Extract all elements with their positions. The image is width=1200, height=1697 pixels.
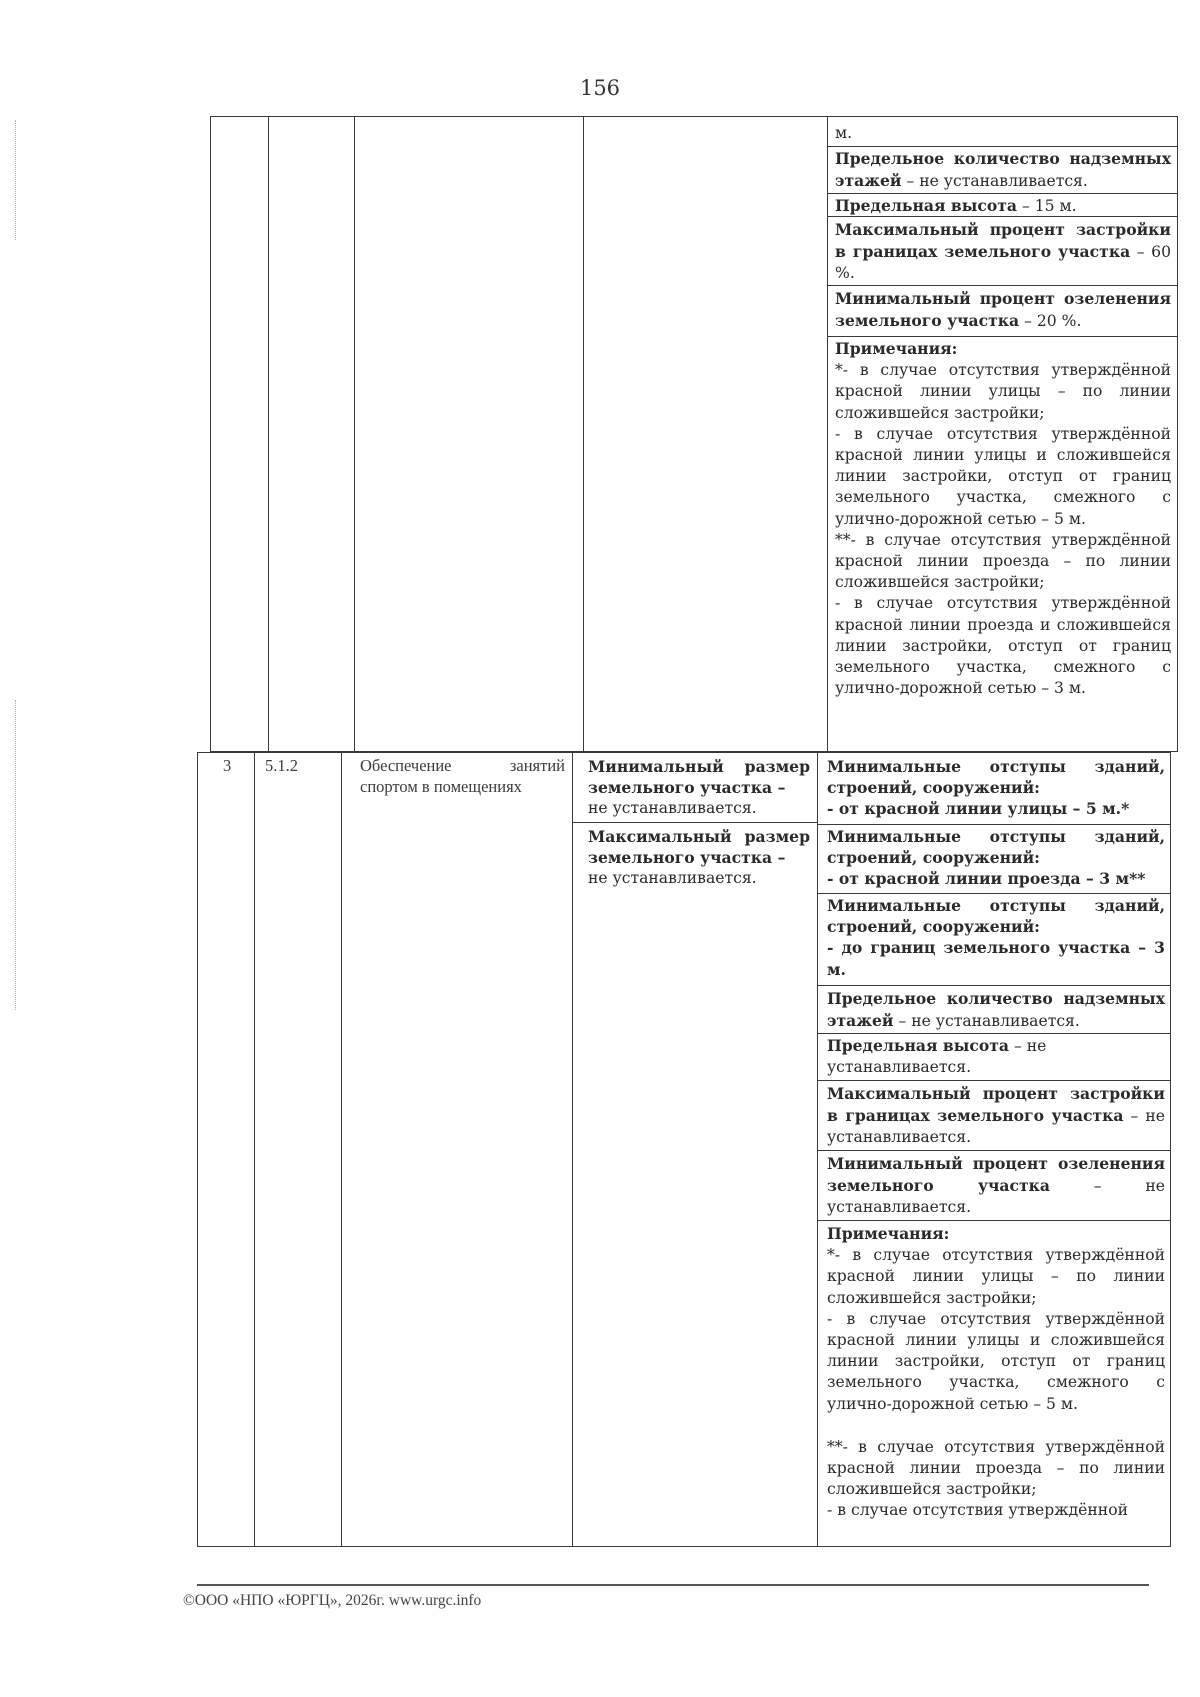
indent-street-cell: Минимальные отступы зданий, строений, сооружений: - от красной линии улицы – 5 м.* [827, 757, 1165, 819]
continued-text-tail: м. [835, 124, 853, 142]
green-cell: Минимальный процент озеленения земельного участка – не устанавливается. [827, 1154, 1165, 1217]
scan-edge-mark [15, 120, 16, 240]
note-paragraph: - в случае отсутствия утверждённой [827, 1501, 1128, 1520]
note-paragraph: **- в случае отсутствия утверждённой красной линии проезда – по линии сложившейся застройки; [827, 1437, 1165, 1499]
footer-copyright: ©ООО «НПО «ЮРГЦ», 2026г. www.urgc.info [183, 1592, 482, 1609]
permitted-use-code: 5.1.2 [265, 756, 298, 775]
row-number: 3 [223, 756, 232, 775]
height-cell: Предельная высота – не устанавливается. [827, 1036, 1047, 1077]
indent-border-cell: Минимальные отступы зданий, строений, сооружений: - до границ земельного участка – 3 м. [827, 896, 1165, 979]
coverage-cell: Максимальный процент застройки в границах земельного участка – не устанавливается. [827, 1084, 1165, 1147]
note-paragraph: - в случае отсутствия утверждённой красной линии проезда и сложившейся линии застройки, отступ от границ земельного участка, смежного с улично-дорожной сетью – 3 м. [835, 594, 1171, 698]
note-paragraph: - в случае отсутствия утверждённой красной линии улицы и сложившейся линии застройки, отступ от границ земельного участка, смежного с улично-дорожной сетью – 5 м. [827, 1309, 1165, 1413]
notes-title: Примечания: [835, 339, 958, 358]
indent-passage-cell: Минимальные отступы зданий, строений, сооружений: - от красной линии проезда – 3 м** [827, 827, 1165, 889]
floors-cell: Предельное количество надземных этажей – не устанавливается. [827, 989, 1165, 1031]
note-paragraph: **- в случае отсутствия утверждённой красной линии проезда – по линии сложившейся застройки; [835, 530, 1171, 592]
notes-title: Примечания: [827, 1224, 950, 1243]
max-plot-size-cell: Максимальный размер земельного участка – не устанавливается. [588, 827, 810, 888]
note-paragraph: *- в случае отсутствия утверждённой красной линии улицы – по линии сложившейся застройки; [835, 361, 1171, 422]
min-plot-size-cell: Минимальный размер земельного участка – не устанавливается. [588, 757, 810, 818]
top-coverage-cell: Максимальный процент застройки в границах земельного участка – 60 %. [835, 220, 1171, 283]
permitted-use-name: Обеспечение занятий спортом в помещениях [360, 756, 565, 797]
note-paragraph: *- в случае отсутствия утверждённой красной линии улицы – по линии сложившейся застройки; [827, 1246, 1165, 1307]
top-green-cell: Минимальный процент озеленения земельного участка – 20 %. [835, 289, 1171, 331]
scan-edge-mark [15, 700, 16, 1010]
row3-notes-cell [827, 1223, 1165, 1522]
page-number: 156 [579, 76, 621, 100]
top-height-cell: Предельная высота – 15 м. [835, 196, 1077, 215]
note-paragraph: - в случае отсутствия утверждённой красной линии улицы и сложившейся линии застройки, отступ от границ земельного участка, смежного с улично-дорожной сетью – 5 м. [835, 424, 1171, 528]
top-notes-cell [835, 338, 1171, 699]
footer-rule [197, 1584, 1149, 1586]
top-floors-cell: Предельное количество надземных этажей – не устанавливается. [835, 149, 1171, 191]
